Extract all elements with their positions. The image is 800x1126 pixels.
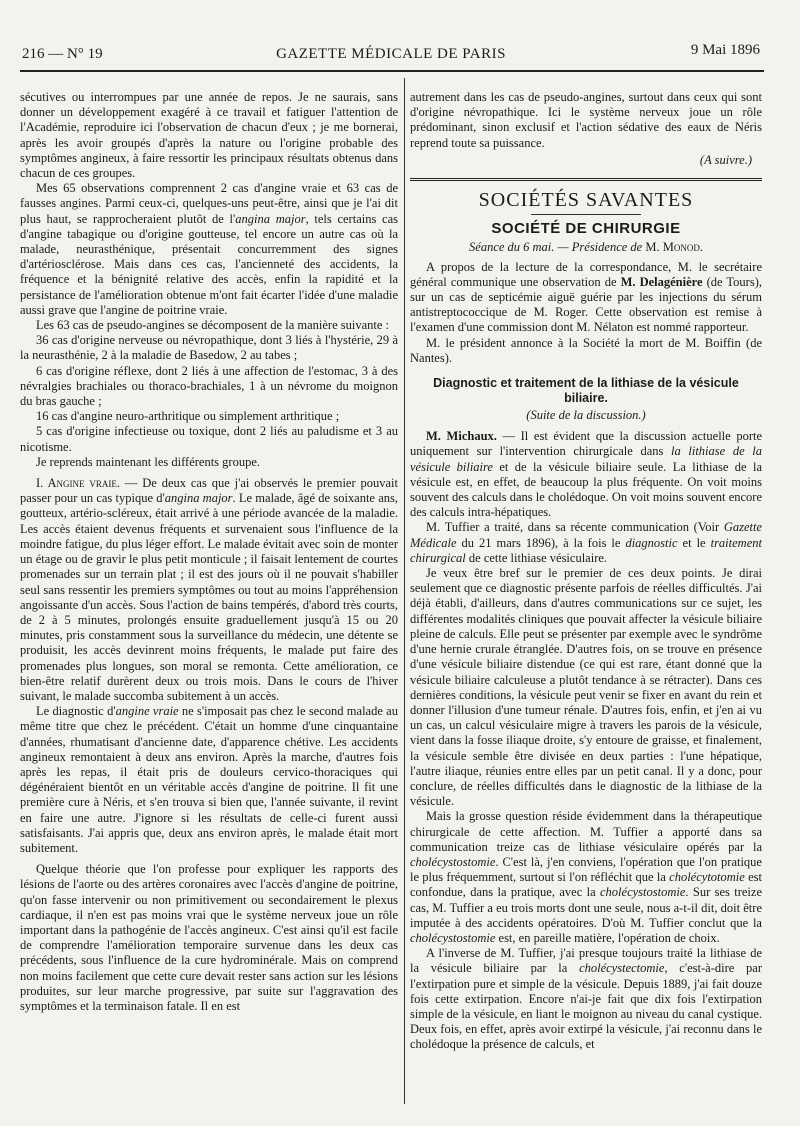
paragraph: A l'inverse de M. Tuffier, j'ai presque toujours traité la lithiase de la vésicule biliaire par la cholécystectomie, c'est-à-dire par l'extirpation pure et simple de la vésicule. Depuis 1889, j'ai fait douze fois cette extirpation. Encore n'ai-je fait que dix fois l'extirpation simple de la vésicule, en liant le moignon au niveau du canal cystique. Deux fois, en effet, après avoir extirpé la vésicule, j'ai reconnu dans le cholédoque la présence de calculs, et bbox=[410, 946, 762, 1052]
paragraph: Quelque théorie que l'on professe pour expliquer les rapports des lésions de l'aorte ou des artères coronaires avec l'accès d'angine de poitrine, qu'on fasse intervenir ou non primitivement ou secondairement le plexus cardiaque, il n'en est pas moins vrai que le système nerveux joue un rôle important dans la pathogénie de l'accès angineux. C'est ainsi qu'il est facile de comprendre l'amélioration temporaire survenue dans les deux cas précédents, sous l'influence de la cure hydrominérale. Mais on comprend non moins facilement que cette cure devait rester sans action sur les lésions produites, sur leur marche progressive, par suite sur l'aggravation des symptômes et la terminaison fatale. Il en est bbox=[20, 862, 398, 1013]
paragraph: A propos de la lecture de la correspondance, M. le secrétaire général communique une observation de M. Delagénière (de Tours), sur un cas de septicémie aiguë guérie par les injections du sérum antistreptococcique de M. Roger. Cette observation est remise à l'examen d'une commission dont M. Nélaton est nommé rapporteur. bbox=[410, 259, 762, 335]
right-column bbox=[410, 90, 762, 1053]
paragraph: Mes 65 observations comprennent 2 cas d'angine vraie et 63 cas de fausses angines. Parmi ceux-ci, quelques-uns peut-être, ainsi que je l'ai dit plus haut, se rapprocheraient plutôt de l'angina major, tels certains cas d'angine tabagique ou d'origine goutteuse, tel encore un autre cas où la malade, neurasthénique, présentait concurremment des signes d'artériosclérose. Mais dans ces cas, l'ancienneté des accidents, la fréquence et la bénignité relative des accès, enfin la rapidité et la persistance de l'amélioration obtenue m'ont fait écarter l'idée d'une maladie aussi grave que l'angine de poitrine vraie. bbox=[20, 181, 398, 317]
header-rule bbox=[20, 70, 764, 72]
continuation-note: (A suivre.) bbox=[699, 152, 752, 167]
article-title: Diagnostic et traitement de la lithiase de la vésicule biliaire. bbox=[433, 376, 739, 406]
list-item: 6 cas d'origine réflexe, dont 2 liés à une affection de l'estomac, 3 à des névralgies brachiales ou thoraco-brachiales, 1 à un névrome du moignon du bras gauche ; bbox=[20, 363, 398, 409]
paragraph: Je veux être bref sur le premier de ces deux points. Je dirai seulement que ce diagnostic présente parfois de réelles difficultés. J'ai déjà établi, d'ailleurs, dans d'autres communications sur ce sujet, les différentes modalités cliniques que pouvait affecter la vésicule biliaire pleine de calculs. Elle peut se présenter par exemple avec le syndrôme d'une hernie crurale étranglée. D'autres fois, on se trouve en présence d'une vésicule biliaire distendue (ce qui est rare, étant donné que la vésicule biliaire calculeuse a plutôt tendance à se rétracter). Dans ces dernières conditions, la vésicule peut venir se fixer en avant du rein et donner l'illusion d'une tumeur rénale. D'autres fois, enfin, et j'en ai vu un cas, un calcul vésiculaire migre à travers les parois de la vésicule, vient dans la fosse iliaque droite, s'y entoure de graisse, et finalement, la vésicule semble être divisée en deux parties : l'une hépatique, l'autre iliaque, réunies entre elles par un petit canal. Il y a donc, pour conclure, de réelles difficultés dans le diagnostic de la lithiase de la vésicule. bbox=[410, 566, 762, 809]
paragraph: autrement dans les cas de pseudo-angines, surtout dans ceux qui sont d'origine névropathique. Ici le système nerveux joue un rôle prédominant, sinon exclusif et l'action sédative des eaux de Néris reprend toute sa puissance. bbox=[410, 90, 762, 150]
column-divider bbox=[404, 78, 405, 1104]
paragraph: sécutives ou interrompues par une année de repos. Je ne saurais, sans donner un développement exagéré à ce travail et fatiguer l'attention de l'Académie, reproduire ici l'observation de chacun d'eux ; je me bornerai, après les avoir groupés d'après la nature ou l'origine probable des symptômes angineux, à faire ressortir les principaux résultats obtenus dans chacun de ces groupes. bbox=[20, 90, 398, 181]
session-line: Séance du 6 mai. — Présidence de M. Monod. bbox=[469, 240, 703, 255]
page-header bbox=[22, 42, 760, 68]
left-column bbox=[20, 90, 398, 1014]
list-item: 16 cas d'angine neuro-arthritique ou simplement arthritique ; bbox=[36, 409, 340, 424]
section-rule bbox=[410, 178, 762, 181]
paragraph: M. le président annonce à la Société la mort de M. Boiffin (de Nantes). bbox=[410, 335, 762, 365]
paragraph: M. Tuffier a traité, dans sa récente communication (Voir Gazette Médicale du 21 mars 1896), à la fois le diagnostic et le traitement chirurgical de cette lithiase vésiculaire. bbox=[410, 520, 762, 565]
paragraph: M. Michaux. — Il est évident que la discussion actuelle porte uniquement sur l'intervention chirurgicale dans la lithiase de la vésicule biliaire et de la vésicule biliaire seule. La lithiase de la vésicule est, en effet, de beaucoup la plus fréquente. On voit moins souvent des calculs dans le cholédoque. On voit moins souvent encore des calculs intra-hépatiques. bbox=[410, 429, 763, 520]
journal-title: GAZETTE MÉDICALE DE PARIS bbox=[276, 46, 506, 62]
issue-date: 9 Mai 1896 bbox=[690, 42, 760, 58]
society-title: SOCIÉTÉ DE CHIRURGIE bbox=[491, 220, 681, 238]
paragraph: Le diagnostic d'angine vraie ne s'imposait pas chez le second malade au même titre que chez le précédent. C'était un homme d'une cinquantaine d'années, rhumatisant d'ancienne date, d'apparence chétive. Les accidents angineux remontaient à deux ans environ. Après la marche, d'autres fois après les repas, il était pris de douleurs cervico-thoraciques qui dégénéraient bientôt en un véritable accès d'angine de poitrine. Il fit une première cure à Néris, et s'en trouva si bien que, l'année suivante, il revint en faire une autre. J'ignore si les résultats de celle-ci furent aussi satisfaisants. J'ai appris que, deux ans environ après, le malade était mort subitement. bbox=[20, 704, 398, 855]
paragraph: Les 63 cas de pseudo-angines se décomposent de la manière suivante : bbox=[36, 318, 390, 333]
list-item: 36 cas d'origine nerveuse ou névropathique, dont 3 liés à l'hystérie, 29 à la neurasthénie, 2 à la maladie de Basedow, 2 au tabes ; bbox=[20, 333, 398, 363]
article-subtitle: (Suite de la discussion.) bbox=[526, 408, 646, 423]
title-rule bbox=[531, 214, 641, 215]
section-title: SOCIÉTÉS SAVANTES bbox=[478, 189, 694, 212]
list-item: 5 cas d'origine infectieuse ou toxique, dont 2 liés au paludisme et 3 au nicotisme. bbox=[20, 424, 398, 454]
page-number: 216 — N° 19 bbox=[22, 46, 103, 62]
paragraph: I. Angine vraie. — De deux cas que j'ai observés le premier pouvait passer pour un cas typique d'angina major. Le malade, âgé de soixante ans, goutteux, artério-scléreux, était arrivé à une période avancée de la maladie. Les accès étaient devenus fréquents et survenaient sous l'influence de la moindre fatigue, du plus léger effort. Le malade évitait avec soin de monter un étage ou de gravir le plus petit monticule ; il faisait lentement de courtes promenades sur un terrain plat ; il est des jours où il ne pouvait s'habiller seul sans ressentir les premiers symptômes ou tout au moins l'appréhension angoissante d'un accès. Sous l'action de bains tempérés, d'abord très courts, de 2 à 5 minutes, prolongés ensuite graduellement jusqu'à 15 ou 20 minutes, pris constamment sous la surveillance du médecin, une détente se produisit, les accès devinrent moins fréquents, le malade put faire des promenades plus longues, son moral se remonta. Cette amélioration, ce bien-être relatif durèrent deux ou trois mois. Dans le cours de l'hiver suivant, le malade succomba subitement à un accès. bbox=[20, 476, 398, 703]
paragraph: Mais la grosse question réside évidemment dans la thérapeutique chirurgicale de cette affection. M. Tuffier a apporté dans sa communication treize cas de lithiase vésiculaire opérés par la cholécystostomie. C'est là, j'en conviens, l'opération que l'on pratique le plus fréquemment, surtout si l'on réfléchit que la cholécytotomie est confondue, dans la pratique, avec la cholécystostomie. Sur ses treize cas, M. Tuffier a eu trois morts dont une seule, nous a-t-il dit, doit être imputée à des accidents opératoires. D'où M. Tuffier conclut que la cholécystostomie est, en pareille matière, l'opération de choix. bbox=[410, 809, 762, 945]
paragraph: Je reprends maintenant les différents groupe. bbox=[36, 454, 260, 469]
